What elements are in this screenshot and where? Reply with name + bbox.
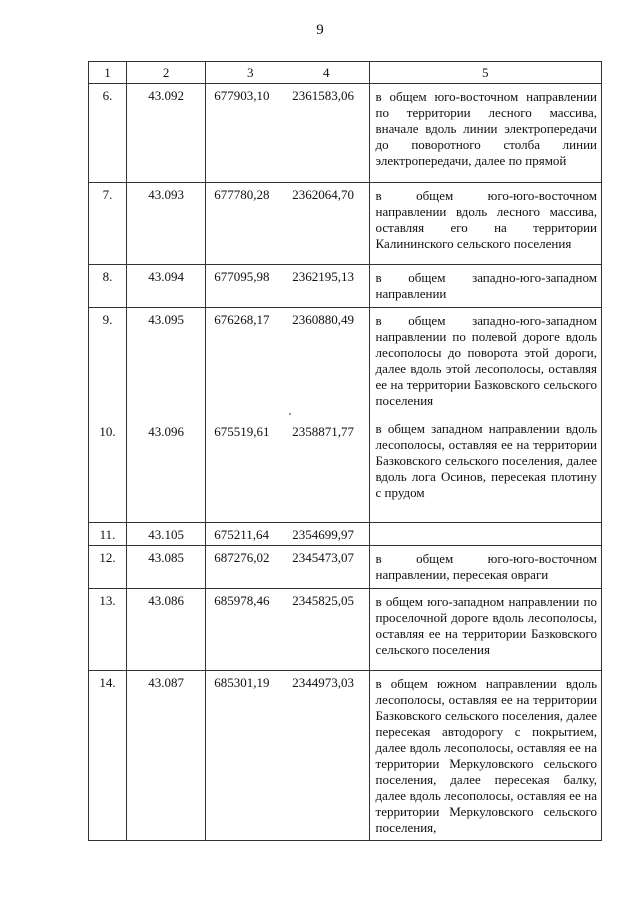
coordinates: [206, 84, 369, 183]
coord-x: 677780,28: [214, 187, 270, 202]
coord-x: 676268,17: [214, 312, 270, 327]
coordinates-group: [206, 308, 369, 523]
route-description: в общем западно-юго-западном направлении: [369, 265, 601, 308]
coord-x: 687276,02: [214, 550, 270, 565]
scan-speck: [289, 413, 291, 415]
table-row: [89, 671, 602, 841]
point-code: 43.096: [148, 424, 184, 439]
page-number: 9: [316, 22, 324, 38]
route-description: в общем юго-восточном направлении по территории лесного массива, вначале вдоль линии электропередачи до поворотного столба линии электропередачи, далее по прямой: [369, 84, 601, 183]
coord-y: 2361583,06: [292, 88, 354, 103]
table-row-group: [89, 308, 602, 523]
coord-y: 2345825,05: [292, 593, 354, 608]
point-code: 43.087: [127, 671, 206, 841]
coord-x: 675211,64: [214, 527, 269, 542]
table-header-row: [89, 62, 602, 84]
route-description: в общем юго-западном направлении по проселочной дороге вдоль лесополосы, оставляя ее на территории Базковского сельского поселения: [369, 589, 601, 671]
coordinates: [206, 546, 369, 589]
point-code: 43.092: [127, 84, 206, 183]
coord-x: 677903,10: [214, 88, 270, 103]
header-col-5: 5: [369, 62, 601, 84]
header-col-4: 4: [322, 64, 330, 80]
table-row: [89, 183, 602, 265]
coord-y: 2358871,77: [292, 424, 354, 439]
route-description: [369, 523, 601, 546]
row-number: 10.: [99, 424, 116, 439]
point-code: 43.093: [127, 183, 206, 265]
coord-y: 2362195,13: [292, 269, 354, 284]
route-description: в общем юго-юго-восточном направлении вдоль лесного массива, оставляя его на территории Калининского сельского поселения: [369, 183, 601, 265]
point-code: 43.095: [148, 312, 184, 327]
coord-y: 2362064,70: [292, 187, 354, 202]
header-col-3-4: [206, 62, 369, 84]
point-code: 43.105: [127, 523, 206, 546]
coordinates: [206, 265, 369, 308]
table-row: [89, 546, 602, 589]
header-col-3: 3: [246, 64, 254, 80]
coordinates: [206, 523, 369, 546]
coord-y: 2345473,07: [292, 550, 354, 565]
row-number: 11.: [89, 523, 127, 546]
table-row: [89, 265, 602, 308]
coord-y: 2360880,49: [292, 312, 354, 327]
header-col-2: 2: [127, 62, 206, 84]
coordinates: [206, 183, 369, 265]
coord-y: 2354699,97: [292, 527, 354, 542]
header-col-1: 1: [89, 62, 127, 84]
coordinates: [206, 589, 369, 671]
row-number: 6.: [89, 84, 127, 183]
table-row: [89, 523, 602, 546]
route-description: в общем юго-юго-восточном направлении, пересекая овраги: [369, 546, 601, 589]
table-row: [89, 84, 602, 183]
route-description: в общем западно-юго-западном направлении по полевой дороге вдоль лесополосы до поворота этой дороги, далее вдоль этой лесополосы, оставляя ее на территории Базковского сельского поселения: [375, 313, 597, 408]
coord-x: 685301,19: [214, 675, 270, 690]
point-code-group: [127, 308, 206, 523]
table-row: [89, 589, 602, 671]
row-number: 9.: [102, 312, 113, 327]
point-code: 43.086: [127, 589, 206, 671]
coord-x: 675519,61: [214, 424, 270, 439]
row-number: 13.: [89, 589, 127, 671]
row-number: 8.: [89, 265, 127, 308]
coord-x: 677095,98: [214, 269, 270, 284]
coord-x: 685978,46: [214, 593, 270, 608]
boundary-points-table: [88, 61, 602, 841]
point-code: 43.085: [127, 546, 206, 589]
row-number: 12.: [89, 546, 127, 589]
row-number-group: [89, 308, 127, 523]
row-number: 7.: [89, 183, 127, 265]
coordinates: [206, 671, 369, 841]
coord-y: 2344973,03: [292, 675, 354, 690]
route-description-group: [369, 308, 601, 523]
route-description: в общем южном направлении вдоль лесополосы, оставляя ее на территории Базковского сельского поселения, далее пересекая автодорогу с покрытием, далее вдоль лесополосы, оставляя ее на территории Меркуловского сельского поселения, далее пересекая балку, далее вдоль лесополосы, оставляя ее на территории Меркуловского сельского поселения,: [369, 671, 601, 841]
route-description: в общем западном направлении вдоль лесополосы, оставляя ее на территории Базковского сельского поселения, далее вдоль лога Осинов, пересекая плотину с прудом: [375, 421, 597, 500]
row-number: 14.: [89, 671, 127, 841]
point-code: 43.094: [127, 265, 206, 308]
